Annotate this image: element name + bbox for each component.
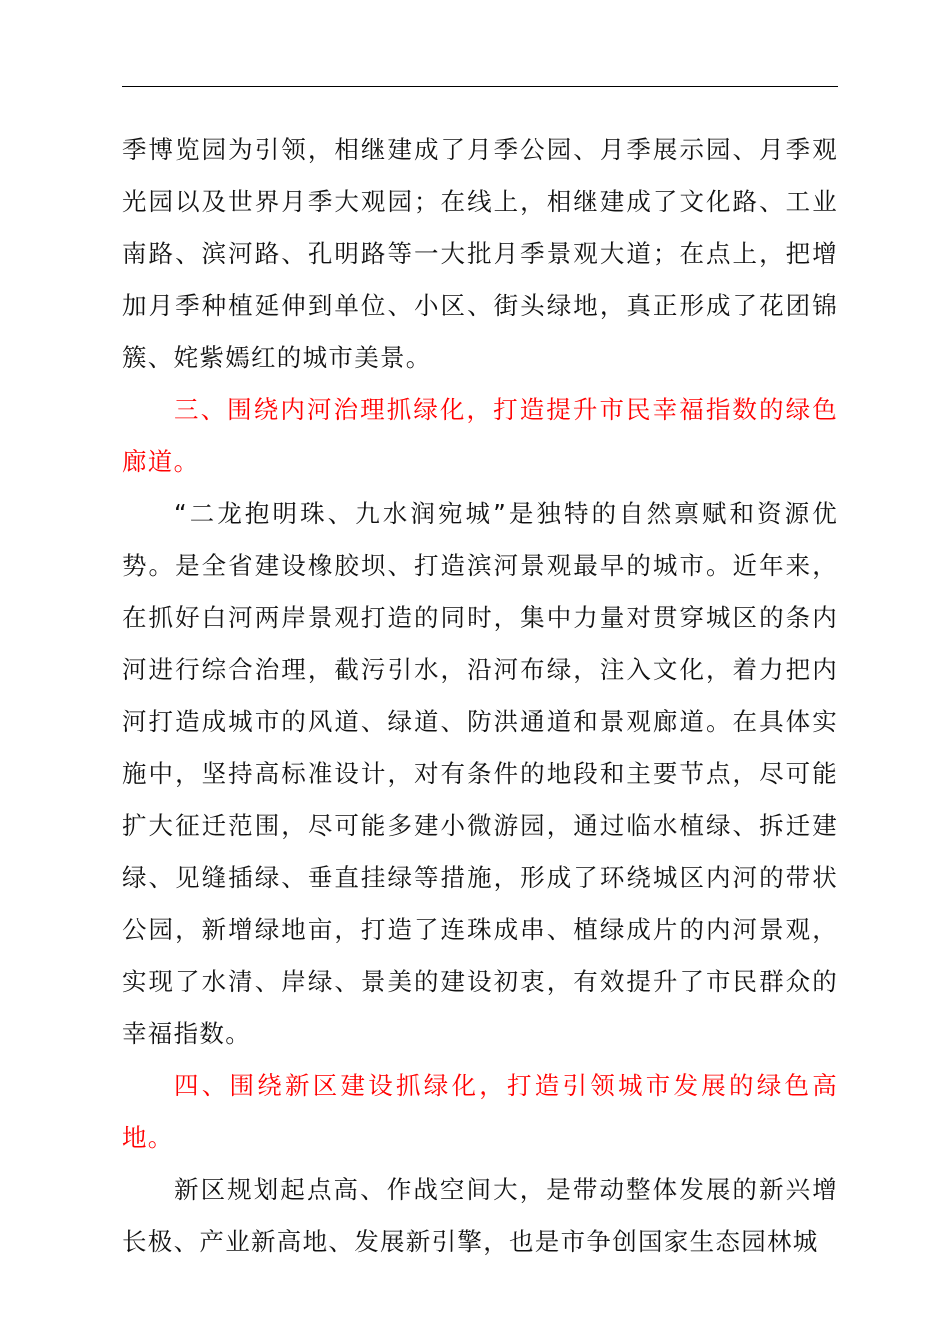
document-body: [122, 124, 838, 1268]
body-paragraph-2: “二龙抱明珠、九水润宛城”是独特的自然禀赋和资源优势。是全省建设橡胶坝、打造滨河景观最早的城市。近年来，在抓好白河两岸景观打造的同时，集中力量对贯穿城区的条内河进行综合治理，截污引水，沿河布绿，注入文化，着力把内河打造成城市的风道、绿道、防洪通道和景观廊道。在具体实施中，坚持高标准设计，对有条件的地段和主要节点，尽可能扩大征迁范围，尽可能多建小微游园，通过临水植绿、拆迁建绿、见缝插绿、垂直挂绿等措施，形成了环绕城区内河的带状公园，新增绿地亩，打造了连珠成串、植绿成片的内河景观，实现了水清、岸绿、景美的建设初衷，有效提升了市民群众的幸福指数。: [122, 499, 838, 1048]
section-heading-4: 四、围绕新区建设抓绿化，打造引领城市发展的绿色高地。: [122, 1071, 838, 1152]
header-rule: [122, 86, 838, 87]
body-paragraph-1: 季博览园为引领，相继建成了月季公园、月季展示园、月季观光园以及世界月季大观园；在线上，相继建成了文化路、工业南路、滨河路、孔明路等一大批月季景观大道；在点上，把增加月季种植延伸到单位、小区、街头绿地，真正形成了花团锦簇、姹紫嫣红的城市美景。: [122, 135, 838, 372]
section-heading-3: 三、围绕内河治理抓绿化，打造提升市民幸福指数的绿色廊道。: [122, 395, 838, 476]
body-paragraph-3: 新区规划起点高、作战空间大，是带动整体发展的新兴增长极、产业新高地、发展新引擎，也是市争创国家生态园林城: [122, 1175, 838, 1256]
